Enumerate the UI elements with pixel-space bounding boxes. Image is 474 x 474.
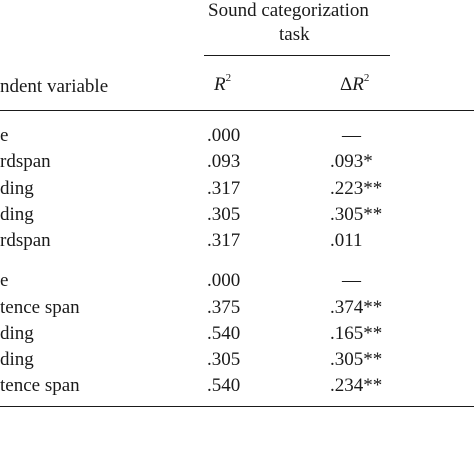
delta-r-squared-value: .305** bbox=[330, 204, 383, 225]
r-squared-value: .000 bbox=[207, 125, 241, 146]
delta-r-squared-header bbox=[340, 71, 370, 96]
delta-r-symbol: R bbox=[352, 74, 364, 95]
r-symbol: R bbox=[214, 74, 226, 95]
delta-r-squared-value: .011 bbox=[330, 230, 363, 251]
row-label: ding bbox=[0, 178, 34, 199]
group-title-line2: task bbox=[279, 24, 310, 45]
r-squared-value: .305 bbox=[207, 349, 241, 370]
first-column-header: ndent variable bbox=[0, 76, 109, 97]
r-squared-value: .317 bbox=[207, 230, 241, 251]
delta-symbol: Δ bbox=[340, 74, 353, 95]
row-label: ding bbox=[0, 204, 34, 225]
r-squared-value: .000 bbox=[207, 270, 241, 291]
delta-r-squared-value: .223** bbox=[330, 178, 383, 199]
r-squared-value: .317 bbox=[207, 178, 241, 199]
r-squared-value: .540 bbox=[207, 323, 241, 344]
delta-r-squared-value: — bbox=[342, 125, 361, 146]
r-squared-value: .540 bbox=[207, 375, 241, 396]
r-squared-header bbox=[214, 71, 232, 96]
header-rule bbox=[0, 110, 474, 111]
r-exponent: 2 bbox=[225, 71, 232, 84]
r-squared-value: .305 bbox=[207, 204, 241, 225]
group-underline bbox=[204, 55, 390, 56]
row-label: ding bbox=[0, 323, 34, 344]
delta-r-squared-value: .305** bbox=[330, 349, 383, 370]
group-title-line1: Sound categorization bbox=[208, 0, 369, 21]
delta-r-squared-value: .234** bbox=[330, 375, 383, 396]
row-label: tence span bbox=[0, 375, 80, 396]
row-label: rdspan bbox=[0, 230, 51, 251]
row-label: rdspan bbox=[0, 151, 51, 172]
delta-r-squared-value: .374** bbox=[330, 297, 383, 318]
delta-r-squared-value: .093* bbox=[330, 151, 373, 172]
r-squared-value: .093 bbox=[207, 151, 241, 172]
bottom-rule bbox=[0, 406, 474, 407]
r-squared-value: .375 bbox=[207, 297, 241, 318]
delta-r-squared-value: .165** bbox=[330, 323, 383, 344]
row-label: ding bbox=[0, 349, 34, 370]
row-label: e bbox=[0, 125, 9, 146]
delta-r-exponent: 2 bbox=[363, 71, 370, 84]
row-label: tence span bbox=[0, 297, 80, 318]
delta-r-squared-value: — bbox=[342, 270, 361, 291]
row-label: e bbox=[0, 270, 9, 291]
